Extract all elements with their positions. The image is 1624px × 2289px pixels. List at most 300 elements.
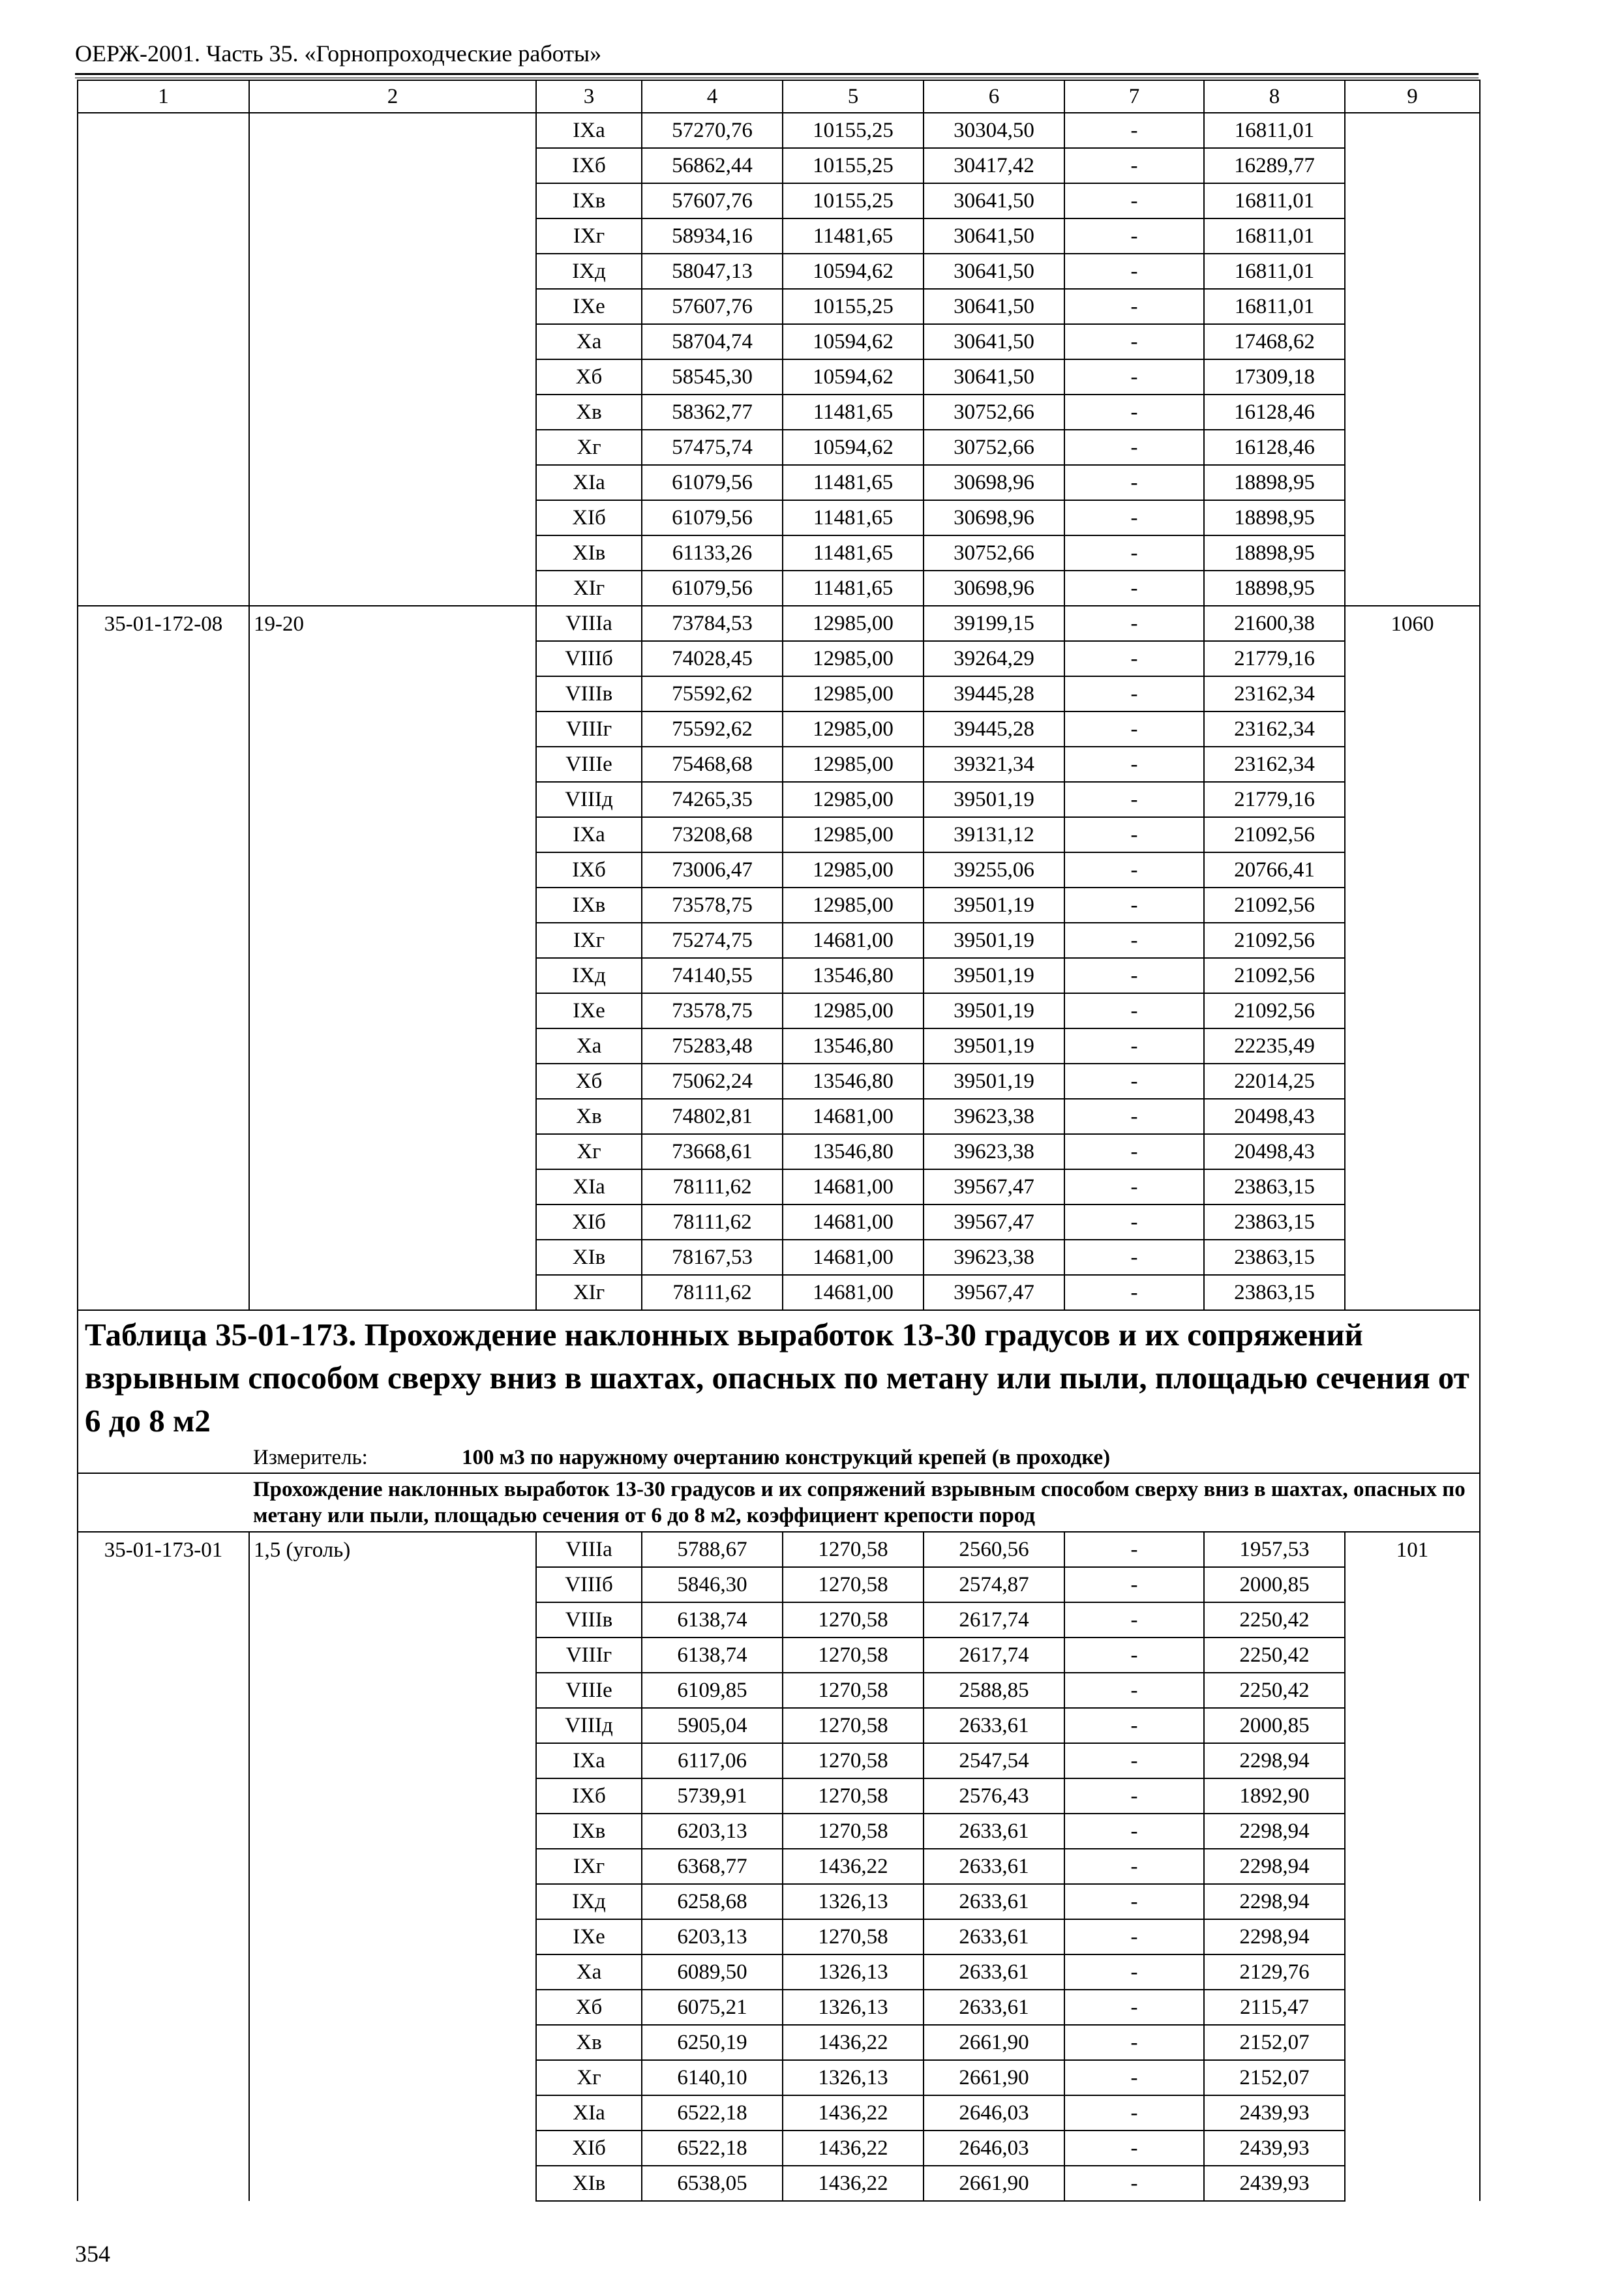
value-cell: 10594,62 [783,430,924,465]
measure-cell [249,1443,1480,1473]
value-cell: 6258,68 [642,1884,783,1919]
value-cell: 75592,62 [642,711,783,747]
value-cell: - [1064,1169,1204,1204]
value-cell: 39567,47 [924,1169,1064,1204]
extra-cell [1345,1134,1480,1169]
value-cell: 6075,21 [642,1990,783,2025]
category-cell: XIб [536,1204,642,1240]
extra-cell: 101 [1345,1532,1480,1567]
extra-cell [1345,289,1480,324]
value-cell: 2633,61 [924,1919,1064,1954]
code-cell [78,1099,249,1134]
parameter-cell [249,1673,536,1708]
value-cell: 2588,85 [924,1673,1064,1708]
table-row [78,852,1480,888]
value-cell: 11481,65 [783,465,924,500]
extra-cell [1345,1673,1480,1708]
value-cell: 13546,80 [783,1028,924,1064]
parameter-cell [249,1275,536,1310]
code-cell [78,2131,249,2166]
value-cell: 74265,35 [642,782,783,817]
value-cell: 30641,50 [924,359,1064,395]
value-cell: 61133,26 [642,535,783,571]
code-cell [78,324,249,359]
measure-label: Измеритель: [253,1446,368,1469]
extra-cell [1345,888,1480,923]
category-cell: IXб [536,852,642,888]
value-cell: - [1064,606,1204,641]
value-cell: 2298,94 [1204,1743,1345,1778]
value-cell: 1326,13 [783,1990,924,2025]
code-cell [78,1743,249,1778]
value-cell: 18898,95 [1204,465,1345,500]
value-cell: 18898,95 [1204,500,1345,535]
category-cell: IXб [536,1778,642,1814]
category-cell: VIIIа [536,1532,642,1567]
extra-cell [1345,535,1480,571]
code-cell [78,1134,249,1169]
value-cell: 13546,80 [783,1134,924,1169]
extra-cell [1345,148,1480,183]
category-cell: Xа [536,1954,642,1990]
value-cell: 78111,62 [642,1169,783,1204]
code-cell [78,183,249,218]
value-cell: - [1064,395,1204,430]
parameter-cell [249,254,536,289]
category-cell: VIIIа [536,606,642,641]
category-cell: XIб [536,500,642,535]
table-row [78,148,1480,183]
value-cell: 5846,30 [642,1567,783,1602]
value-cell: 30641,50 [924,183,1064,218]
code-cell [78,113,249,148]
parameter-cell [249,782,536,817]
parameter-cell [249,1169,536,1204]
table-row [78,1134,1480,1169]
value-cell: 57607,76 [642,183,783,218]
value-cell: 23863,15 [1204,1204,1345,1240]
table-row [78,2095,1480,2131]
table-row [78,1532,1480,1567]
category-cell: XIв [536,2166,642,2201]
category-cell: Xг [536,2060,642,2095]
value-cell: 14681,00 [783,1240,924,1275]
extra-cell [1345,1743,1480,1778]
value-cell: 1270,58 [783,1743,924,1778]
extra-cell [1345,2095,1480,2131]
category-cell: Xб [536,1990,642,2025]
value-cell: 23863,15 [1204,1169,1345,1204]
code-cell [78,254,249,289]
extra-cell [1345,500,1480,535]
value-cell: - [1064,852,1204,888]
value-cell: 13546,80 [783,1064,924,1099]
extra-cell [1345,958,1480,993]
category-cell: XIг [536,571,642,606]
value-cell: 22235,49 [1204,1028,1345,1064]
code-cell [78,852,249,888]
value-cell: - [1064,535,1204,571]
code-cell [78,1602,249,1638]
value-cell: - [1064,359,1204,395]
value-cell: 73208,68 [642,817,783,852]
category-cell: VIIIв [536,676,642,711]
extra-cell [1345,1169,1480,1204]
parameter-cell [249,1919,536,1954]
category-cell: VIIIб [536,641,642,676]
value-cell: 58934,16 [642,218,783,254]
table-173-measure-row [78,1443,1480,1473]
code-cell [78,359,249,395]
value-cell: 18898,95 [1204,571,1345,606]
code-cell [78,1204,249,1240]
value-cell: 1326,13 [783,1954,924,1990]
extra-cell [1345,1028,1480,1064]
extra-cell [1345,817,1480,852]
value-cell: 6250,19 [642,2025,783,2060]
value-cell: 16128,46 [1204,395,1345,430]
value-cell: 2633,61 [924,1849,1064,1884]
value-cell: 20498,43 [1204,1099,1345,1134]
extra-cell [1345,1778,1480,1814]
parameter-cell [249,535,536,571]
table-173-title: Таблица 35-01-173. Прохождение наклонных выработок 13-30 градусов и их сопряжений взрывным способом сверху вниз в шахтах, опасных по метану или пыли, площадью сечения от 6 до 8 м2 [78,1310,1480,1443]
table-row [78,1954,1480,1990]
value-cell: 5905,04 [642,1708,783,1743]
value-cell: 20766,41 [1204,852,1345,888]
value-cell: 39623,38 [924,1134,1064,1169]
column-number: 1 [78,80,249,113]
code-cell [78,1240,249,1275]
value-cell: - [1064,1028,1204,1064]
value-cell: 74802,81 [642,1099,783,1134]
table-row [78,1169,1480,1204]
value-cell: - [1064,571,1204,606]
value-cell: 2439,93 [1204,2095,1345,2131]
table-row [78,254,1480,289]
table-173-description-row [78,1473,1480,1532]
value-cell: 1270,58 [783,1673,924,1708]
parameter-cell [249,1028,536,1064]
extra-cell [1345,1708,1480,1743]
column-number: 2 [249,80,536,113]
value-cell: 2298,94 [1204,1814,1345,1849]
value-cell: 14681,00 [783,923,924,958]
extra-cell [1345,1919,1480,1954]
value-cell: 16811,01 [1204,113,1345,148]
parameter-cell [249,465,536,500]
value-cell: 11481,65 [783,218,924,254]
code-cell [78,782,249,817]
parameter-cell [249,113,536,148]
code-cell [78,711,249,747]
value-cell: - [1064,1919,1204,1954]
code-cell [78,676,249,711]
value-cell: 1326,13 [783,2060,924,2095]
value-cell: 1270,58 [783,1708,924,1743]
parameter-cell [249,1814,536,1849]
extra-cell [1345,1204,1480,1240]
value-cell: - [1064,148,1204,183]
extra-cell [1345,1849,1480,1884]
category-cell: IXв [536,1814,642,1849]
value-cell: 21092,56 [1204,888,1345,923]
table-row [78,1099,1480,1134]
value-cell: 12985,00 [783,888,924,923]
value-cell: 6203,13 [642,1919,783,1954]
value-cell: 10155,25 [783,148,924,183]
value-cell: 61079,56 [642,465,783,500]
category-cell: Xв [536,1099,642,1134]
value-cell: 58545,30 [642,359,783,395]
table-row [78,465,1480,500]
value-cell: 21092,56 [1204,923,1345,958]
category-cell: XIв [536,1240,642,1275]
value-cell: 1957,53 [1204,1532,1345,1567]
table-row [78,1778,1480,1814]
value-cell: 30698,96 [924,571,1064,606]
value-cell: - [1064,1990,1204,2025]
table-row [78,993,1480,1028]
category-cell: IXд [536,1884,642,1919]
value-cell: 10594,62 [783,254,924,289]
value-cell: - [1064,324,1204,359]
value-cell: 2129,76 [1204,1954,1345,1990]
value-cell: 2250,42 [1204,1602,1345,1638]
table-row [78,1814,1480,1849]
parameter-cell [249,2025,536,2060]
value-cell: - [1064,1743,1204,1778]
extra-cell [1345,1567,1480,1602]
table-row [78,1673,1480,1708]
value-cell: 6089,50 [642,1954,783,1990]
value-cell: 14681,00 [783,1275,924,1310]
table-row [78,1919,1480,1954]
value-cell: 11481,65 [783,500,924,535]
code-cell [78,747,249,782]
table-row [78,183,1480,218]
value-cell: 6138,74 [642,1638,783,1673]
value-cell: 39501,19 [924,993,1064,1028]
extra-cell [1345,113,1480,148]
value-cell: 1270,58 [783,1919,924,1954]
value-cell: 39501,19 [924,888,1064,923]
value-cell: - [1064,1638,1204,1673]
table-row [78,289,1480,324]
table-row [78,1602,1480,1638]
value-cell: - [1064,1567,1204,1602]
column-numbers-row [78,80,1480,113]
code-cell [78,430,249,465]
value-cell: 2633,61 [924,1708,1064,1743]
value-cell: 2250,42 [1204,1638,1345,1673]
category-cell: IXг [536,923,642,958]
value-cell: 2574,87 [924,1567,1064,1602]
value-cell: 39501,19 [924,782,1064,817]
page-number: 354 [75,2241,110,2267]
parameter-cell [249,888,536,923]
category-cell: VIIIг [536,1638,642,1673]
extra-cell [1345,2131,1480,2166]
value-cell: 20498,43 [1204,1134,1345,1169]
parameter-cell [249,1638,536,1673]
value-cell: 6109,85 [642,1673,783,1708]
value-cell: - [1064,1954,1204,1990]
value-cell: 13546,80 [783,958,924,993]
value-cell: - [1064,1708,1204,1743]
code-cell [78,1028,249,1064]
code-cell [78,571,249,606]
category-cell: IXд [536,958,642,993]
column-number: 8 [1204,80,1345,113]
code-cell [78,1275,249,1310]
value-cell: - [1064,113,1204,148]
value-cell: 2633,61 [924,1884,1064,1919]
parameter-cell: 19-20 [249,606,536,641]
table-row [78,711,1480,747]
code-cell [78,500,249,535]
value-cell: - [1064,1884,1204,1919]
value-cell: 75062,24 [642,1064,783,1099]
value-cell: 30641,50 [924,254,1064,289]
value-cell: 39567,47 [924,1204,1064,1240]
extra-cell [1345,1954,1480,1990]
parameter-cell [249,1064,536,1099]
code-cell [78,289,249,324]
table-row [78,747,1480,782]
value-cell: 10155,25 [783,289,924,324]
code-cell [78,958,249,993]
value-cell: 2250,42 [1204,1673,1345,1708]
parameter-cell [249,395,536,430]
value-cell: 10594,62 [783,359,924,395]
value-cell: 22014,25 [1204,1064,1345,1099]
value-cell: 10155,25 [783,113,924,148]
extra-cell [1345,1638,1480,1673]
column-number: 9 [1345,80,1480,113]
value-cell: - [1064,183,1204,218]
category-cell: IXа [536,817,642,852]
code-cell [78,1884,249,1919]
value-cell: 2661,90 [924,2060,1064,2095]
value-cell: 21092,56 [1204,817,1345,852]
value-cell: - [1064,958,1204,993]
value-cell: 12985,00 [783,676,924,711]
table-row [78,500,1480,535]
value-cell: - [1064,2166,1204,2201]
code-cell [78,888,249,923]
value-cell: - [1064,1532,1204,1567]
value-cell: 21779,16 [1204,782,1345,817]
value-cell: 78111,62 [642,1275,783,1310]
table-row [78,2131,1480,2166]
table-row [78,2060,1480,2095]
value-cell: 39264,29 [924,641,1064,676]
value-cell: 30417,42 [924,148,1064,183]
value-cell: - [1064,1778,1204,1814]
rates-table [77,80,1481,2202]
value-cell: 5739,91 [642,1778,783,1814]
value-cell: 61079,56 [642,571,783,606]
value-cell: 78111,62 [642,1204,783,1240]
value-cell: 14681,00 [783,1169,924,1204]
category-cell: Xа [536,324,642,359]
column-number: 3 [536,80,642,113]
parameter-cell [249,148,536,183]
value-cell: 17309,18 [1204,359,1345,395]
extra-cell [1345,2166,1480,2201]
code-cell: 35-01-173-01 [78,1532,249,1567]
value-cell: - [1064,1064,1204,1099]
extra-cell [1345,852,1480,888]
value-cell: 30752,66 [924,430,1064,465]
value-cell: 6140,10 [642,2060,783,2095]
table-row [78,782,1480,817]
code-cell: 35-01-172-08 [78,606,249,641]
value-cell: 1436,22 [783,2025,924,2060]
parameter-cell [249,641,536,676]
table-row [78,218,1480,254]
parameter-cell [249,852,536,888]
value-cell: 73578,75 [642,993,783,1028]
value-cell: 2617,74 [924,1638,1064,1673]
value-cell: 75274,75 [642,923,783,958]
extra-cell [1345,1602,1480,1638]
value-cell: 58362,77 [642,395,783,430]
value-cell: - [1064,218,1204,254]
value-cell: 61079,56 [642,500,783,535]
code-cell [78,1708,249,1743]
parameter-cell [249,500,536,535]
value-cell: 58704,74 [642,324,783,359]
value-cell: 1270,58 [783,1567,924,1602]
parameter-cell [249,1240,536,1275]
extra-cell: 1060 [1345,606,1480,641]
value-cell: 30698,96 [924,465,1064,500]
category-cell: XIа [536,2095,642,2131]
category-cell: IXг [536,1849,642,1884]
value-cell: 75468,68 [642,747,783,782]
extra-cell [1345,430,1480,465]
column-number: 4 [642,80,783,113]
code-cell [78,535,249,571]
value-cell: 18898,95 [1204,535,1345,571]
value-cell: 39445,28 [924,676,1064,711]
code-cell [78,1567,249,1602]
extra-cell [1345,324,1480,359]
value-cell: 39501,19 [924,1028,1064,1064]
value-cell: - [1064,1673,1204,1708]
value-cell: 6368,77 [642,1849,783,1884]
value-cell: - [1064,888,1204,923]
category-cell: IXв [536,183,642,218]
value-cell: 73006,47 [642,852,783,888]
parameter-cell [249,2131,536,2166]
value-cell: 30752,66 [924,395,1064,430]
value-cell: 2633,61 [924,1954,1064,1990]
code-cell [78,1849,249,1884]
value-cell: - [1064,676,1204,711]
value-cell: - [1064,1814,1204,1849]
value-cell: 12985,00 [783,782,924,817]
value-cell: 1270,58 [783,1638,924,1673]
extra-cell [1345,993,1480,1028]
value-cell: 10155,25 [783,183,924,218]
table-row [78,1567,1480,1602]
value-cell: - [1064,641,1204,676]
extra-cell [1345,395,1480,430]
value-cell: - [1064,993,1204,1028]
